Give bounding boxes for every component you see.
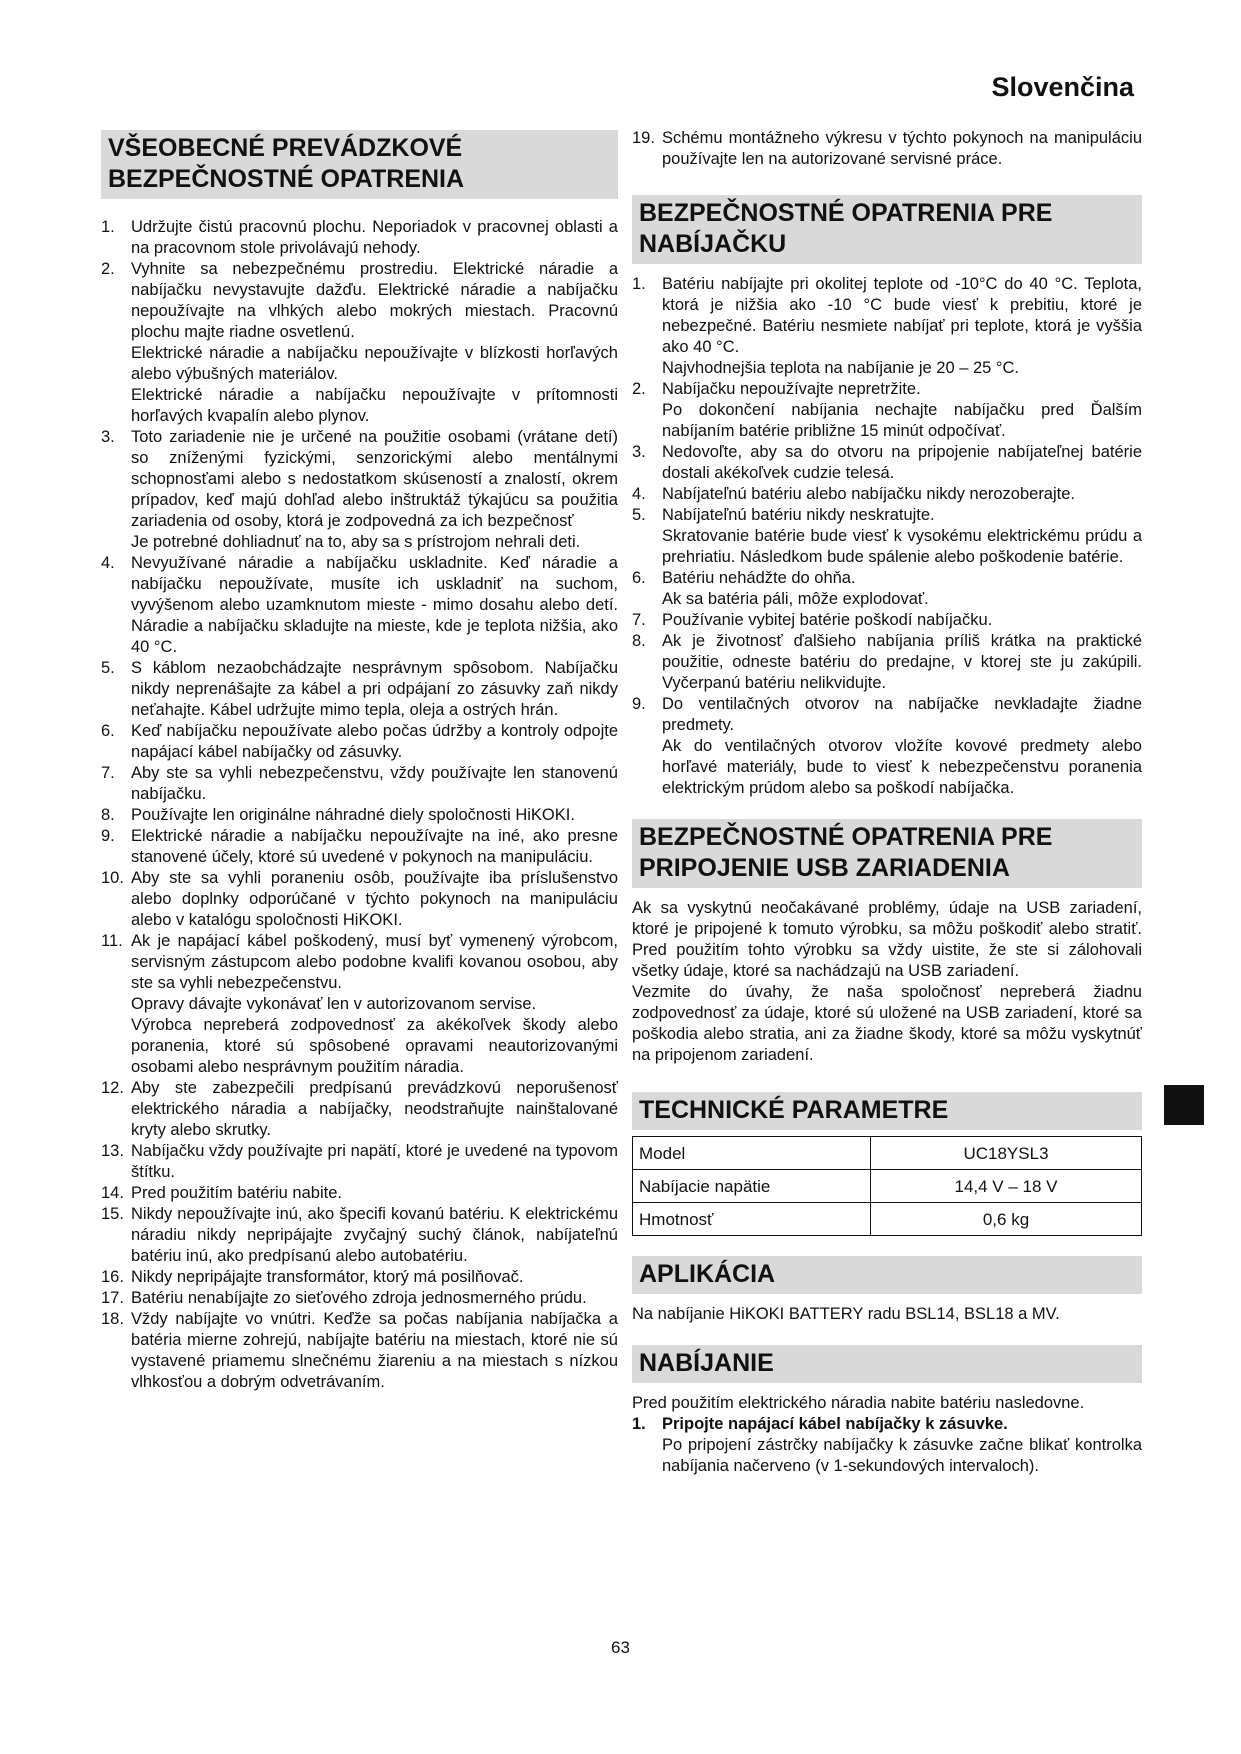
list-item <box>101 868 618 931</box>
item-number: 18. <box>101 1310 124 1328</box>
item-text: Používajte len originálne náhradné diely spoločnosti HiKOKI. <box>131 806 575 824</box>
item-number: 14. <box>101 1184 124 1202</box>
item-number: 4. <box>632 485 646 503</box>
item-text: Ak je životnosť ďalšieho nabíjania príliš krátka na praktické použitie, odneste batériu do predajne, v ktorej ste ju zakúpili. Vyčerpanú batériu nelikvidujte. <box>662 632 1142 692</box>
item-number: 9. <box>101 827 115 845</box>
item-number: 7. <box>101 764 115 782</box>
language-label: Slovenčina <box>991 72 1134 102</box>
item-extra-text: Ak do ventilačných otvorov vložíte kovové predmety alebo horľavé materiály, bude to viesť k nebezpečenstvu poranenia elektrickým prúdom alebo sa poškodí nabíjačka. <box>662 737 1142 797</box>
list-item <box>101 1204 618 1267</box>
item-text: Nabíjateľnú batériu alebo nabíjačku nikdy nerozoberajte. <box>662 485 1075 503</box>
table-row <box>633 1137 1142 1170</box>
heading-line: BEZPEČNOSTNÉ OPATRENIA <box>108 165 465 193</box>
list-item <box>632 484 1142 505</box>
step-title: Pripojte napájací kábel nabíjačky k zásuvke. <box>662 1415 1008 1433</box>
usb-text-block <box>632 898 1142 1066</box>
item-text: Ak je napájací kábel poškodený, musí byť vymenený výrobcom, servisným zástupcom alebo podobne kvalifi kovanou osobou, aby ste sa vyhli nebezpečenstvu. <box>131 932 618 992</box>
step-text: Po pripojení zástrčky nabíjačky k zásuvke začne blikať kontrolka nabíjania načerveno (v 1-sekundových intervaloch). <box>662 1436 1142 1475</box>
item-text: Aby ste sa vyhli poraneniu osôb, používajte iba príslušenstvo alebo doplnky odporúčané v týchto pokynoch na manipuláciu alebo v katalógu spoločnosti HiKOKI. <box>131 869 618 929</box>
spec-value: UC18YSL3 <box>871 1137 1142 1170</box>
item-number: 4. <box>101 554 115 572</box>
item-text: Aby ste sa vyhli nebezpečenstvu, vždy používajte len stanovenú nabíjačku. <box>131 764 618 803</box>
application-text: Na nabíjanie HiKOKI BATTERY radu BSL14, BSL18 a MV. <box>632 1305 1060 1323</box>
item-extra-text: Najvhodnejšia teplota na nabíjanie je 20 – 25 °C. <box>662 359 1020 377</box>
item-text: Keď nabíjačku nepoužívate alebo počas údržby a kontroly odpojte napájací kábel nabíjačky od zásuvky. <box>131 722 618 761</box>
item-text: Nevyužívané náradie a nabíjačku uskladnite. Keď náradie a nabíjačku nepoužívate, musíte ich uskladniť na suchom, vyvýšenom alebo uzamknutom mieste - mimo dosahu alebo detí. Náradie a nabíjačku skladujte na mieste, kde je teplota nižšia, ako 40 °C. <box>131 554 618 656</box>
item-text: Nabíjateľnú batériu nikdy neskratujte. <box>662 506 935 524</box>
list-item <box>632 442 1142 484</box>
item-extra-text: Po dokončení nabíjania nechajte nabíjačku pred Ďalším nabíjaním batérie približne 15 minút odpočívať. <box>662 401 1142 440</box>
list-item <box>101 826 618 868</box>
list-item <box>632 568 1142 610</box>
list-item <box>101 721 618 763</box>
item-number: 3. <box>101 428 115 446</box>
item-text: S káblom nezaobchádzajte nesprávnym spôsobom. Nabíjačku nikdy neprenášajte za kábel a pri odpájaní zo zásuvky zaň nikdy neťahajte. Kábel udržujte mimo tepla, oleja a ostrých hrán. <box>131 659 618 719</box>
item-number: 19. <box>632 129 655 147</box>
list-item <box>101 1288 618 1309</box>
left-column <box>101 130 618 1393</box>
item-19-list <box>632 128 1142 170</box>
item-text: Toto zariadenie nie je určené na použitie osobami (vrátane detí) so zníženými fyzickými, senzorickými alebo mentálnymi schopnosťami alebo s nedostatkom skúseností a znalostí, okrem prípadov, keď majú dohľad alebo inštruktáž týkajúcu sa použitia zariadenia od osoby, ktorá je zodpovedná za ich bezpečnosť <box>131 428 618 530</box>
step-number: 1. <box>632 1415 646 1433</box>
list-item <box>101 1309 618 1393</box>
item-number: 12. <box>101 1079 124 1097</box>
item-number: 1. <box>632 275 646 293</box>
item-number: 13. <box>101 1142 124 1160</box>
item-text: Batériu nabíjajte pri okolitej teplote od -10°C do 40 °C. Teplota, ktorá je nižšia ako -10 °C bude viesť k prebitiu, ktoré je nebezpečné. Batériu nesmiete nabíjať pri teplote, ktorá je vyššia ako 40 °C. <box>662 275 1142 356</box>
list-item <box>632 505 1142 568</box>
item-number: 10. <box>101 869 124 887</box>
item-number: 6. <box>101 722 115 740</box>
item-text: Batériu nehádžte do ohňa. <box>662 569 856 587</box>
item-number: 11. <box>101 932 123 950</box>
item-text: Nabíjačku nepoužívajte nepretržite. <box>662 380 921 398</box>
right-column <box>632 128 1142 1477</box>
item-text: Pred použitím batériu nabite. <box>131 1184 342 1202</box>
list-item <box>101 427 618 553</box>
list-item <box>632 379 1142 442</box>
item-number: 15. <box>101 1205 124 1223</box>
item-number: 5. <box>632 506 646 524</box>
table-row <box>633 1170 1142 1203</box>
heading-line: PRIPOJENIE USB ZARIADENIA <box>639 854 1010 882</box>
item-extra-text: Ak sa batéria páli, môže explodovať. <box>662 590 929 608</box>
item-text: Udržujte čistú pracovnú plochu. Neporiadok v pracovnej oblasti a na pracovnom stole privolávajú nehody. <box>131 218 618 257</box>
item-number: 5. <box>101 659 115 677</box>
list-item <box>632 694 1142 799</box>
item-text: Do ventilačných otvorov na nabíjačke nevkladajte žiadne predmety. <box>662 695 1142 734</box>
spec-value: 14,4 V – 18 V <box>871 1170 1142 1203</box>
spec-table <box>632 1136 1142 1236</box>
list-item <box>632 1414 1142 1477</box>
item-text: Vždy nabíjajte vo vnútri. Keďže sa počas nabíjania nabíjačka a batéria mierne zohrejú, nabíjajte batériu na miestach, ktoré nie sú vystavené priamemu slnečnému žiareniu a na miestach s nízkou vlhkosťou a dobrým odvetrávaním. <box>131 1310 618 1391</box>
item-text: Elektrické náradie a nabíjačku nepoužívajte na iné, ako presne stanovené účely, ktoré sú uvedené v pokynoch na manipuláciu. <box>131 827 618 866</box>
charging-heading: NABÍJANIE <box>632 1345 1142 1383</box>
list-item <box>101 1183 618 1204</box>
spec-label: Nabíjacie napätie <box>633 1170 871 1203</box>
list-item <box>101 763 618 805</box>
item-number: 8. <box>101 806 115 824</box>
item-number: 8. <box>632 632 646 650</box>
item-extra-text: Výrobca nepreberá zodpovednosť za akékoľvek škody alebo poranenia, ktoré sú spôsobené opravami neautorizovanými osobami alebo nesprávnym použitím náradia. <box>131 1016 618 1076</box>
heading-line: BEZPEČNOSTNÉ OPATRENIA PRE <box>639 199 1053 227</box>
item-number: 16. <box>101 1268 124 1286</box>
item-number: 9. <box>632 695 646 713</box>
item-extra-text: Opravy dávajte vykonávať len v autorizovanom servise. <box>131 995 537 1013</box>
general-safety-heading <box>101 130 618 199</box>
list-item <box>101 553 618 658</box>
item-text: Nikdy nepripájajte transformátor, ktorý má posilňovač. <box>131 1268 524 1286</box>
item-number: 1. <box>101 218 115 236</box>
usb-paragraph: Ak sa vyskytnú neočakávané problémy, údaje na USB zariadení, ktoré je pripojené k tomuto výrobku, sa môžu poškodiť alebo stratiť. Pred použitím tohto výrobku sa vždy uistite, že ste si zálohovali všetky údaje, ktoré sa nachádzajú na USB zariadení. <box>632 899 1142 980</box>
charger-safety-heading <box>632 195 1142 264</box>
item-extra-text: Elektrické náradie a nabíjačku nepoužívajte v blízkosti horľavých alebo výbušných materiálov. <box>131 344 618 383</box>
spec-label: Hmotnosť <box>633 1203 871 1236</box>
table-row <box>633 1203 1142 1236</box>
item-number: 2. <box>632 380 646 398</box>
list-item <box>101 259 618 427</box>
spec-label: Model <box>633 1137 871 1170</box>
list-item <box>101 1141 618 1183</box>
list-item <box>101 658 618 721</box>
item-number: 3. <box>632 443 646 461</box>
charging-steps <box>632 1414 1142 1477</box>
list-item <box>101 805 618 826</box>
item-text: Nabíjačku vždy používajte pri napätí, ktoré je uvedené na typovom štítku. <box>131 1142 618 1181</box>
heading-line: BEZPEČNOSTNÉ OPATRENIA PRE <box>639 823 1053 851</box>
page-number: 63 <box>611 1638 630 1657</box>
item-extra-text: Skratovanie batérie bude viesť k vysokému elektrickému prúdu a prehriatiu. Následkom bude spálenie alebo poškodenie batérie. <box>662 527 1142 566</box>
charging-intro: Pred použitím elektrického náradia nabite batériu nasledovne. <box>632 1394 1085 1412</box>
usb-paragraph: Vezmite do úvahy, že naša spoločnosť nepreberá žiadnu zodpovednosť za údaje, ktoré sú uložené na USB zariadení, ktoré sa poškodia alebo stratia, ani za žiadne škody, ktoré sa môžu vyskytnúť na pripojenom zariadení. <box>632 983 1142 1064</box>
item-text: Používanie vybitej batérie poškodí nabíjačku. <box>662 611 993 629</box>
list-item <box>101 217 618 259</box>
charger-safety-list <box>632 274 1142 799</box>
list-item <box>101 931 618 1078</box>
spec-value: 0,6 kg <box>871 1203 1142 1236</box>
list-item <box>632 610 1142 631</box>
item-text: Aby ste zabezpečili predpísanú prevádzkovú neporušenosť elektrického náradia a nabíjačky, neodstraňujte nainštalované kryty alebo skrutky. <box>131 1079 618 1139</box>
general-safety-list <box>101 217 618 1393</box>
item-number: 2. <box>101 260 115 278</box>
usb-safety-heading <box>632 819 1142 888</box>
heading-line: NABÍJAČKU <box>639 230 787 258</box>
section-tab-marker <box>1164 1085 1204 1125</box>
item-number: 6. <box>632 569 646 587</box>
list-item <box>101 1078 618 1141</box>
item-extra-text: Je potrebné dohliadnuť na to, aby sa s prístrojom nehrali deti. <box>131 533 581 551</box>
item-text: Nedovoľte, aby sa do otvoru na pripojenie nabíjateľnej batérie dostali akékoľvek cudzie telesá. <box>662 443 1142 482</box>
list-item <box>632 128 1142 170</box>
list-item <box>632 274 1142 379</box>
list-item <box>101 1267 618 1288</box>
item-text: Nikdy nepoužívajte inú, ako špecifi kovanú batériu. K elektrickému náradiu nikdy nepripájajte zvyčajný suchý článok, nabíjateľnú batériu inú, ako predpísanú alebo autobatériu. <box>131 1205 618 1265</box>
heading-line: VŠEOBECNÉ PREVÁDZKOVÉ <box>108 134 463 162</box>
list-item <box>632 631 1142 694</box>
application-heading: APLIKÁCIA <box>632 1256 1142 1294</box>
item-number: 17. <box>101 1289 124 1307</box>
item-text: Vyhnite sa nebezpečnému prostrediu. Elektrické náradie a nabíjačku nevystavujte dažďu. Elektrické náradie a nabíjačku nepoužívajte na vlhkých alebo mokrých miestach. Pracovnú plochu majte riadne osvetlenú. <box>131 260 618 341</box>
item-text: Schému montážneho výkresu v týchto pokynoch na manipuláciu používajte len na autorizované servisné práce. <box>662 129 1142 168</box>
item-number: 7. <box>632 611 646 629</box>
item-extra-text: Elektrické náradie a nabíjačku nepoužívajte v prítomnosti horľavých kvapalín alebo plynov. <box>131 386 618 425</box>
item-text: Batériu nenabíjajte zo sieťového zdroja jednosmerného prúdu. <box>131 1289 587 1307</box>
tech-params-heading: TECHNICKÉ PARAMETRE <box>632 1092 1142 1130</box>
